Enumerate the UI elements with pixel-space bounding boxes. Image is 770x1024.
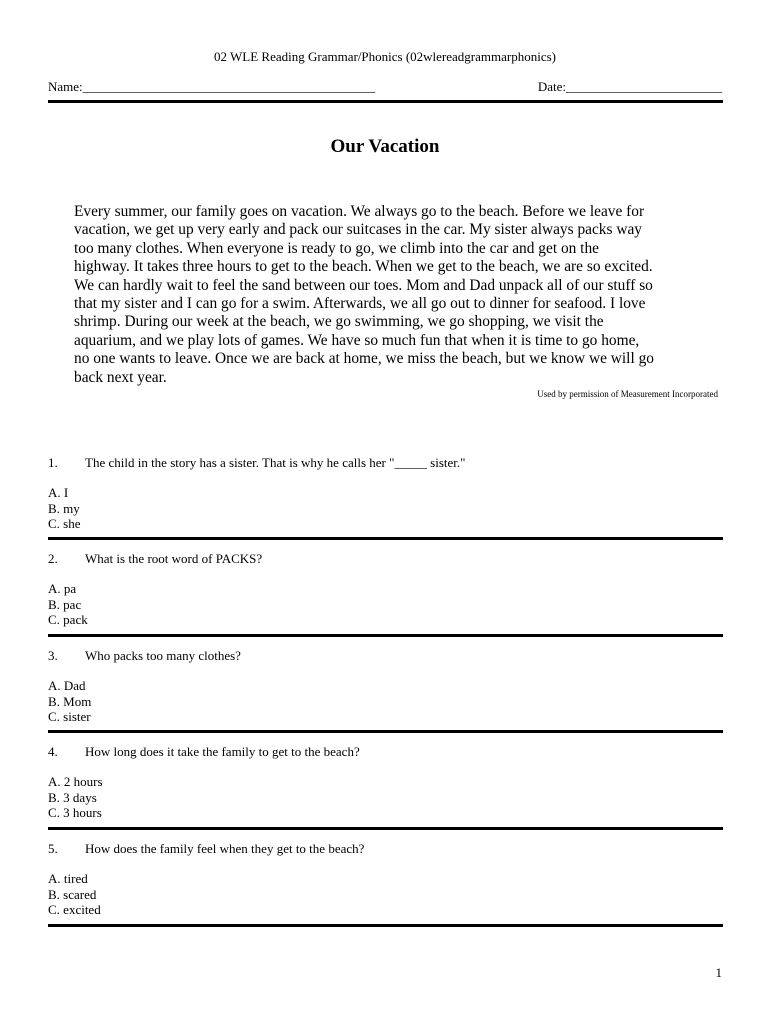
question-text: How does the family feel when they get to the beach?: [85, 841, 365, 856]
answer-option-a[interactable]: A. tired: [48, 871, 88, 886]
answer-option-b[interactable]: B. 3 days: [48, 789, 97, 805]
page-number: 1: [715, 965, 722, 980]
question-text: What is the root word of PACKS?: [85, 551, 263, 566]
question-5: [48, 841, 723, 918]
answer-option-c[interactable]: C. pack: [48, 612, 88, 628]
question-3: [48, 648, 723, 725]
answer-option-b[interactable]: B. pac: [48, 596, 82, 612]
answer-option-c[interactable]: C. 3 hours: [48, 805, 102, 821]
answer-options: [48, 871, 101, 918]
answer-option-b[interactable]: B. my: [48, 500, 80, 516]
answer-options: [48, 581, 88, 628]
answer-option-b[interactable]: B. Mom: [48, 693, 92, 709]
answer-option-a[interactable]: A. 2 hours: [48, 774, 103, 789]
answer-options: [48, 485, 81, 532]
question-number: 3.: [48, 648, 58, 663]
question-number: 5.: [48, 841, 58, 856]
question-divider: [48, 924, 723, 927]
answer-options: [48, 774, 103, 821]
passage-line: aquarium, and we play lots of games. We have so much fun that when it is time to go home,: [74, 331, 640, 349]
passage-line: highway. It takes three hours to get to the beach. When we get to the beach, we are so excited.: [74, 258, 653, 276]
permission-credit: Used by permission of Measurement Incorporated: [537, 389, 718, 399]
passage-line: no one wants to leave. Once we are back at home, we miss the beach, but we know we will go: [74, 350, 654, 368]
passage-line: Every summer, our family goes on vacation. We always go to the beach. Before we leave for: [74, 203, 645, 220]
passage-line: shrimp. During our week at the beach, we go swimming, we go shopping, we visit the: [74, 313, 604, 331]
answer-option-c[interactable]: C. excited: [48, 902, 101, 918]
passage-line: back next year.: [74, 368, 167, 386]
question-divider: [48, 827, 723, 830]
question-2: [48, 551, 723, 628]
story-title: Our Vacation: [330, 136, 440, 157]
name-field: Name:_____________________________________________: [48, 79, 376, 94]
story-passage: [74, 203, 724, 387]
answer-option-c[interactable]: C. sister: [48, 709, 91, 725]
question-text: The child in the story has a sister. That is why he calls her "_____ sister.": [85, 455, 466, 470]
header-divider: [48, 100, 723, 103]
date-field: Date:________________________: [537, 79, 722, 94]
passage-line: that my sister and I can go for a swim. Afterwards, we all go out to dinner for seafood. I love: [74, 295, 646, 313]
answer-option-c[interactable]: C. she: [48, 516, 81, 532]
question-number: 4.: [48, 744, 58, 759]
answer-options: [48, 678, 91, 725]
passage-line: We can hardly wait to feel the sand between our toes. Mom and Dad unpack all of our stuff so: [74, 276, 653, 294]
question-divider: [48, 730, 723, 733]
question-number: 1.: [48, 455, 58, 470]
document-header: 02 WLE Reading Grammar/Phonics (02wlereadgrammarphonics): [214, 49, 556, 64]
question-4: [48, 744, 723, 821]
answer-option-a[interactable]: A. Dad: [48, 678, 86, 693]
question-1: [48, 455, 723, 532]
passage-line: vacation, we get up very early and pack our suitcases in the car. My sister always packs way: [74, 221, 642, 239]
question-divider: [48, 634, 723, 637]
question-number: 2.: [48, 551, 58, 566]
question-divider: [48, 537, 723, 540]
answer-option-a[interactable]: A. pa: [48, 581, 77, 596]
question-text: How long does it take the family to get to the beach?: [85, 744, 360, 759]
answer-option-b[interactable]: B. scared: [48, 886, 97, 902]
passage-line: too many clothes. When everyone is ready to go, we climb into the car and get on the: [74, 239, 599, 257]
answer-option-a[interactable]: A. I: [48, 485, 69, 500]
question-text: Who packs too many clothes?: [85, 648, 241, 663]
